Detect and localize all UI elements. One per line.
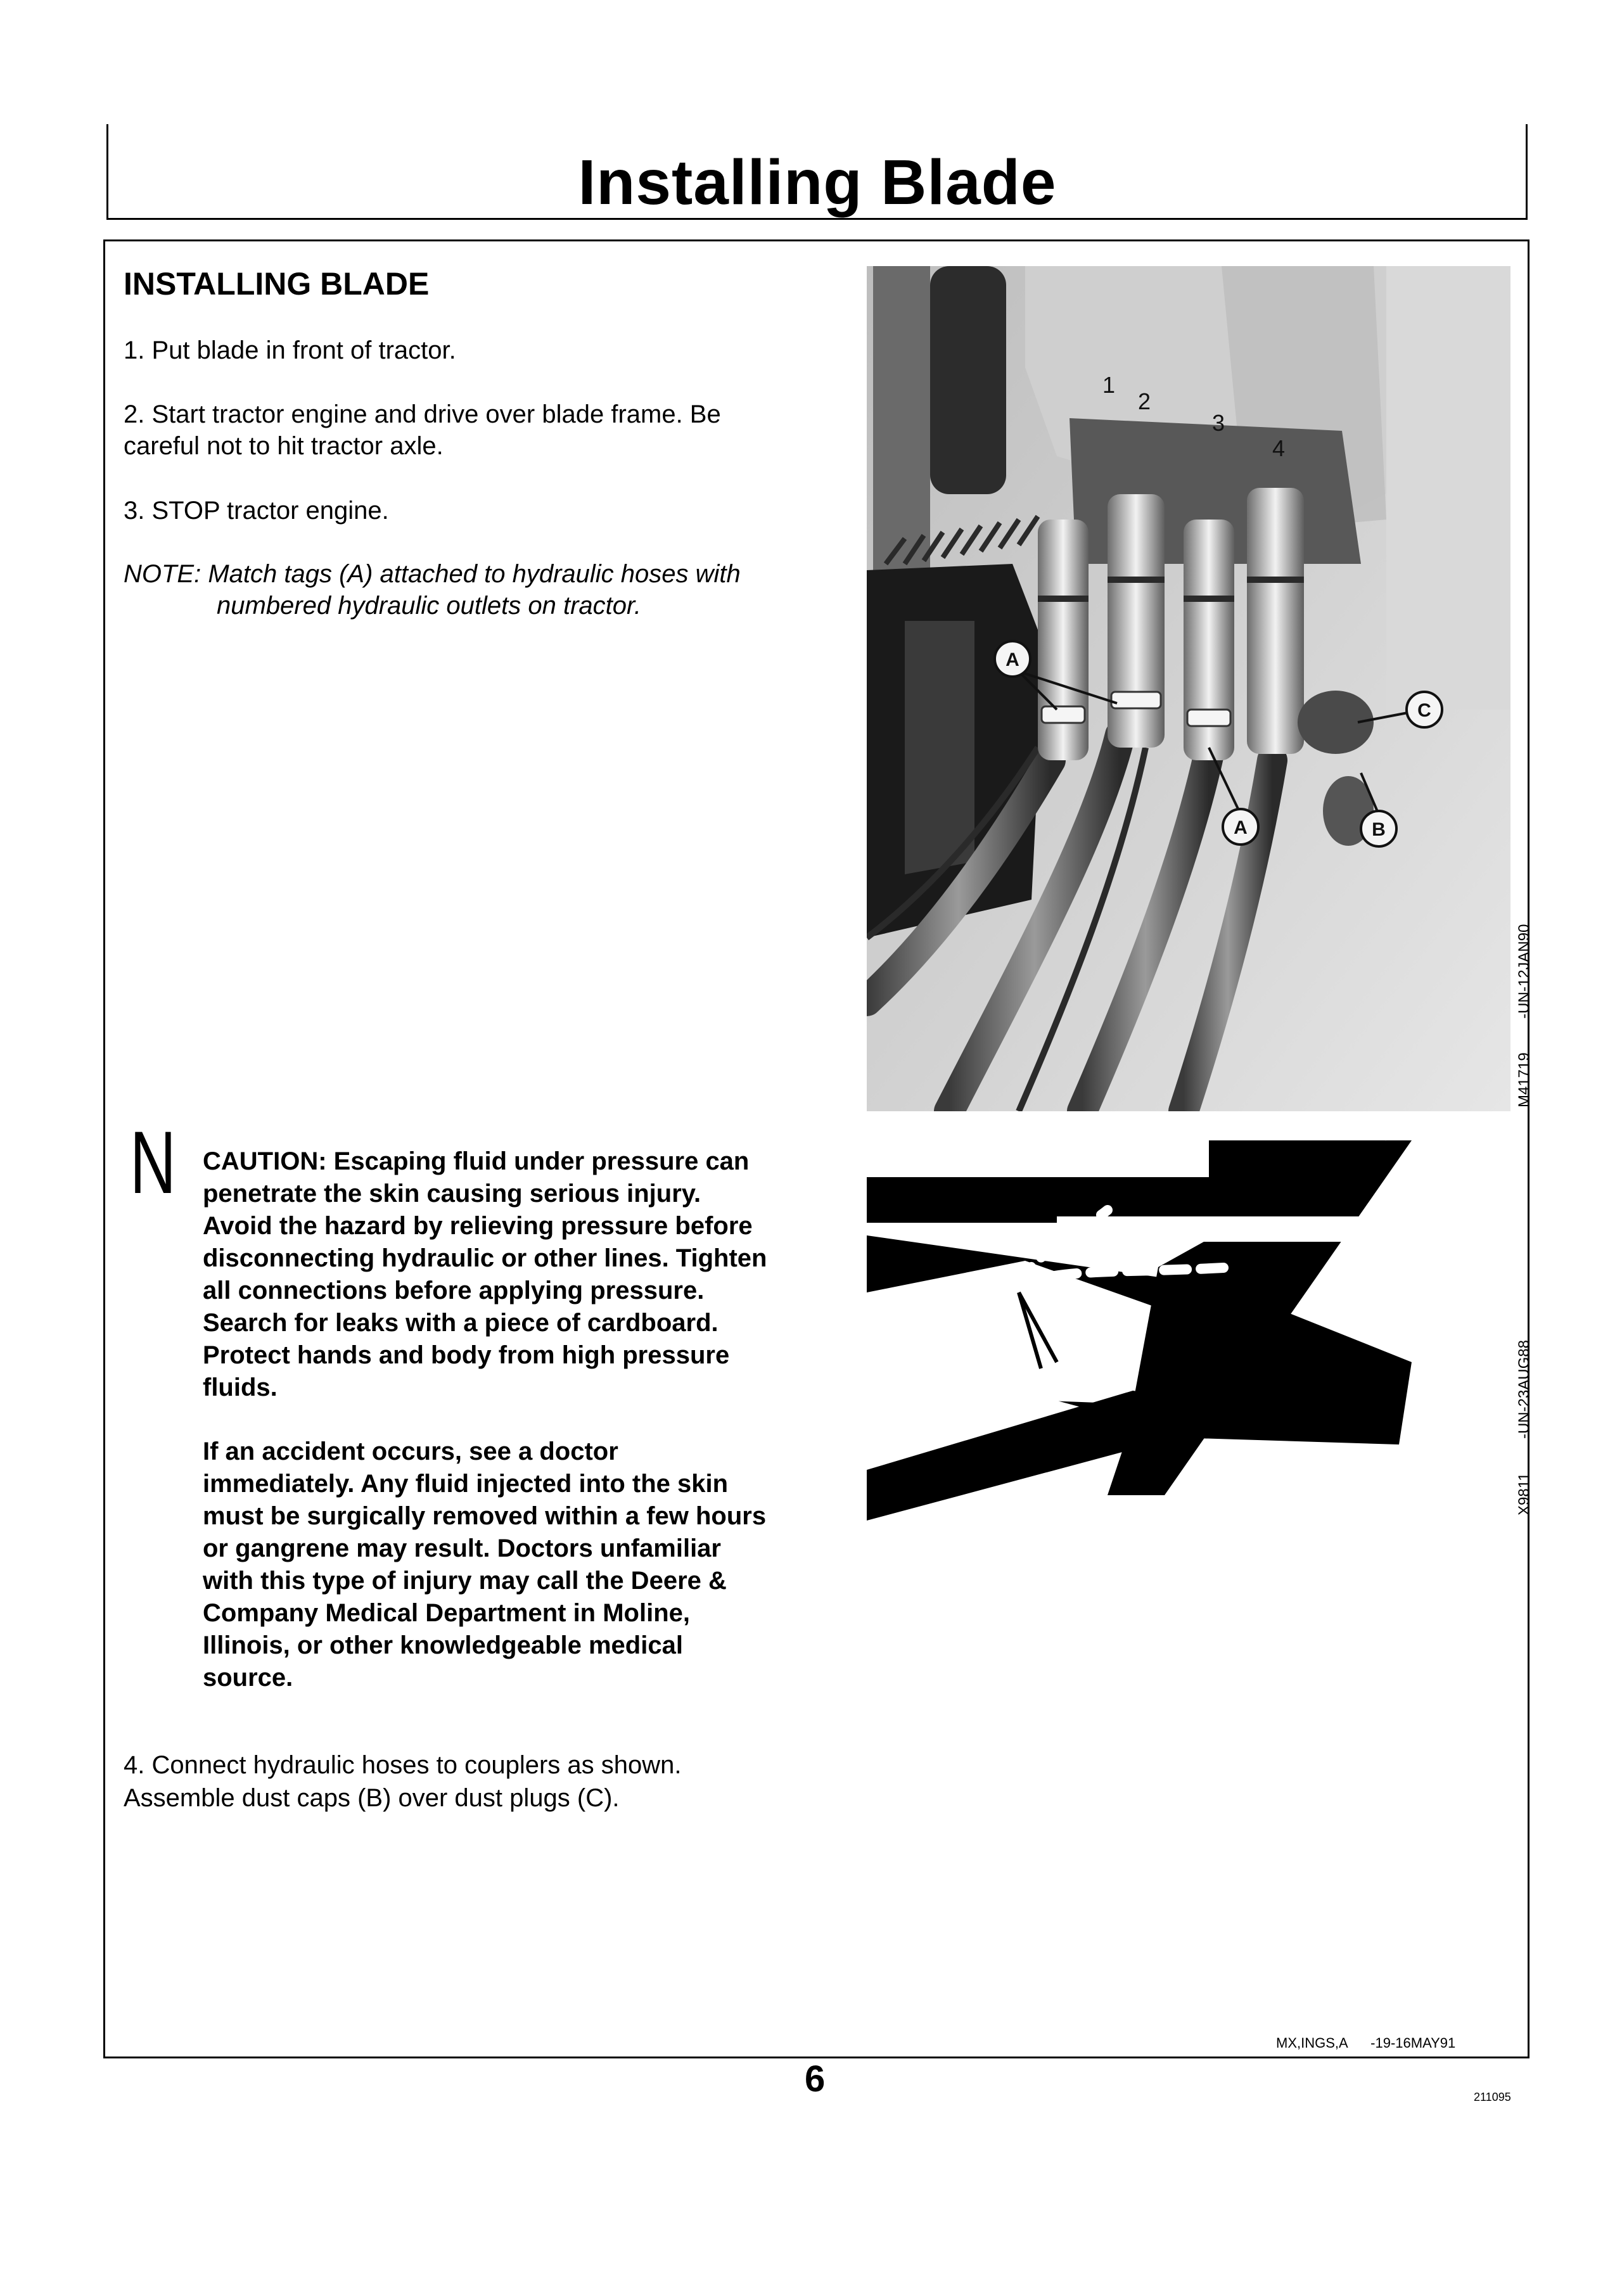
footer-reference: MX,INGS,A -19-16MAY91 (1276, 2035, 1456, 2051)
caution-line: Protect hands and body from high pressure (203, 1341, 730, 1369)
caution-paragraph-1 (203, 1145, 836, 1404)
step-4-line-1: 4. Connect hydraulic hoses to couplers as shown. (124, 1751, 682, 1779)
caution-line: immediately. Any fluid injected into the skin (203, 1470, 729, 1498)
content-top-rule (103, 239, 1529, 241)
page-number: 6 (805, 2058, 826, 2100)
caution-line: or gangrene may result. Doctors unfamiliar (203, 1534, 721, 1562)
hydraulic-hoses-photo-drawing (867, 266, 1510, 1111)
caution-line: Company Medical Department in Moline, (203, 1599, 691, 1627)
caution-line: source. (203, 1664, 293, 1692)
section-title: INSTALLING BLADE (124, 266, 430, 302)
caution-line: Illinois, or other knowledgeable medical (203, 1631, 683, 1659)
step-3: 3. STOP tractor engine. (124, 497, 389, 525)
high-pressure-fluid-illustration (867, 1140, 1437, 1521)
caution-line: Avoid the hazard by relieving pressure before (203, 1212, 753, 1240)
outlet-number-2: 2 (1138, 388, 1151, 414)
note-line-1: NOTE: Match tags (A) attached to hydraulic hoses with (124, 560, 741, 588)
caution-line: penetrate the skin causing serious injury. (203, 1180, 701, 1208)
caution-symbol: N (130, 1113, 176, 1212)
caution-line: CAUTION: Escaping fluid under pressure can (203, 1147, 750, 1175)
outlet-number-1: 1 (1102, 372, 1116, 398)
step-4-line-2: Assemble dust caps (B) over dust plugs (C). (124, 1784, 620, 1812)
callout-a-1: A (1006, 649, 1019, 670)
outlet-number-4: 4 (1272, 435, 1286, 461)
caution-line: If an accident occurs, see a doctor (203, 1438, 618, 1465)
step-2-line-2: careful not to hit tractor axle. (124, 432, 444, 460)
caution-line: disconnecting hydraulic or other lines. Tighten (203, 1244, 767, 1272)
caution-line: fluids. (203, 1374, 278, 1401)
document-number: 211095 (1474, 2091, 1511, 2103)
caution-line: Search for leaks with a piece of cardboard. (203, 1309, 718, 1337)
caution-line: all connections before applying pressure. (203, 1277, 705, 1304)
callout-b: B (1372, 819, 1386, 840)
hydraulic-hoses-photo (867, 266, 1510, 1111)
content-left-rule (103, 239, 105, 2058)
high-pressure-fluid-drawing (867, 1140, 1437, 1521)
content-right-rule (1528, 239, 1529, 2058)
callout-c: C (1417, 700, 1431, 721)
caution-line: must be surgically removed within a few hours (203, 1502, 767, 1530)
illustration-figure-code: X9811 -UN-23AUG88 (1516, 1339, 1533, 1515)
step-1: 1. Put blade in front of tractor. (124, 336, 456, 364)
caution-text (203, 1145, 836, 1726)
step-2-line-1: 2. Start tractor engine and drive over blade frame. Be (124, 400, 721, 428)
page-title: Installing Blade (578, 147, 1057, 218)
note-line-2: numbered hydraulic outlets on tractor. (217, 592, 641, 620)
photo-figure-code: M41719 -UN-12JAN90 (1516, 924, 1533, 1107)
caution-paragraph-2 (203, 1436, 836, 1694)
caution-line: with this type of injury may call the Deere & (203, 1567, 727, 1595)
callout-a-2: A (1234, 817, 1248, 838)
outlet-number-3: 3 (1212, 410, 1225, 436)
